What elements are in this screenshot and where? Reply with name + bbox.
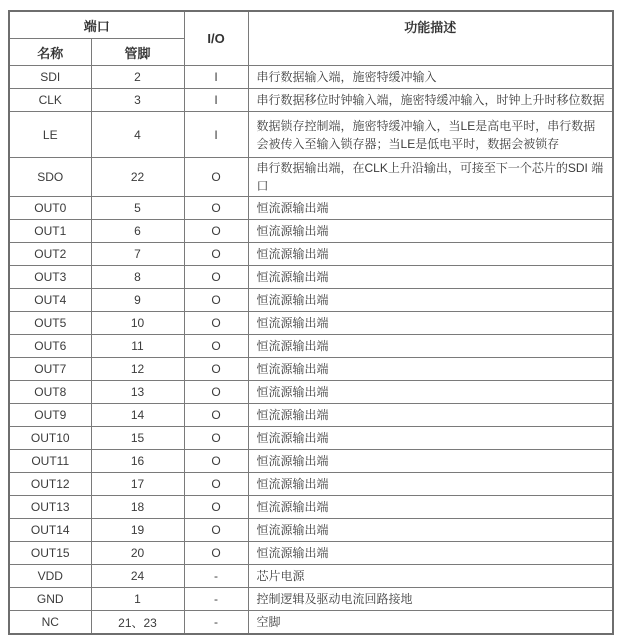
pin-description-table <box>8 10 614 635</box>
pin-name-cell: CLK <box>9 89 91 112</box>
description-cell: 控制逻辑及驱动电流回路接地 <box>248 588 613 611</box>
pin-name-cell: OUT5 <box>9 312 91 335</box>
table-row <box>9 588 613 611</box>
description-cell: 恒流源输出端 <box>248 197 613 220</box>
pin-name-cell: OUT0 <box>9 197 91 220</box>
pin-number-cell: 22 <box>91 158 184 197</box>
description-cell: 恒流源输出端 <box>248 220 613 243</box>
table-row <box>9 112 613 158</box>
table-header <box>9 11 613 66</box>
pin-name-cell: OUT13 <box>9 496 91 519</box>
pin-number-cell: 24 <box>91 565 184 588</box>
pin-number-cell: 19 <box>91 519 184 542</box>
io-cell: O <box>184 450 248 473</box>
table-row <box>9 289 613 312</box>
pin-name-cell: NC <box>9 611 91 635</box>
table-row <box>9 611 613 635</box>
pin-number-cell: 15 <box>91 427 184 450</box>
table-row <box>9 496 613 519</box>
io-cell: O <box>184 266 248 289</box>
table-row <box>9 473 613 496</box>
io-cell: O <box>184 404 248 427</box>
pin-number-cell: 18 <box>91 496 184 519</box>
table-row <box>9 519 613 542</box>
pin-number-cell: 4 <box>91 112 184 158</box>
pin-name-cell: LE <box>9 112 91 158</box>
description-cell: 数据锁存控制端，施密特缓冲输入，当LE是高电平时，串行数据会被传入至输入锁存器；当LE是低电平时，数据会被锁存 <box>248 112 613 158</box>
pin-number-cell: 17 <box>91 473 184 496</box>
io-cell: O <box>184 542 248 565</box>
table-row <box>9 158 613 197</box>
io-cell: O <box>184 220 248 243</box>
io-cell: O <box>184 158 248 197</box>
pin-name-cell: OUT6 <box>9 335 91 358</box>
description-cell: 芯片电源 <box>248 565 613 588</box>
description-cell: 恒流源输出端 <box>248 289 613 312</box>
header-pin: 管脚 <box>91 39 184 66</box>
table-row <box>9 312 613 335</box>
pin-number-cell: 20 <box>91 542 184 565</box>
io-cell: O <box>184 496 248 519</box>
pin-name-cell: SDI <box>9 66 91 89</box>
io-cell: O <box>184 381 248 404</box>
table-row <box>9 266 613 289</box>
table-row <box>9 450 613 473</box>
description-cell: 空脚 <box>248 611 613 635</box>
io-cell: O <box>184 427 248 450</box>
pin-number-cell: 13 <box>91 381 184 404</box>
table-row <box>9 565 613 588</box>
io-cell: O <box>184 519 248 542</box>
pin-name-cell: VDD <box>9 565 91 588</box>
table-row <box>9 358 613 381</box>
pin-number-cell: 21、23 <box>91 611 184 635</box>
table-row <box>9 381 613 404</box>
description-cell: 串行数据输入端，施密特缓冲输入 <box>248 66 613 89</box>
description-cell: 串行数据移位时钟输入端，施密特缓冲输入，时钟上升时移位数据 <box>248 89 613 112</box>
io-cell: O <box>184 243 248 266</box>
pin-number-cell: 6 <box>91 220 184 243</box>
pin-name-cell: OUT4 <box>9 289 91 312</box>
table-row <box>9 404 613 427</box>
pin-name-cell: SDO <box>9 158 91 197</box>
pin-name-cell: GND <box>9 588 91 611</box>
pin-number-cell: 7 <box>91 243 184 266</box>
description-cell: 恒流源输出端 <box>248 473 613 496</box>
pin-name-cell: OUT10 <box>9 427 91 450</box>
header-description: 功能描述 <box>248 11 613 66</box>
pin-number-cell: 1 <box>91 588 184 611</box>
io-cell: I <box>184 112 248 158</box>
description-cell: 恒流源输出端 <box>248 519 613 542</box>
description-cell: 恒流源输出端 <box>248 312 613 335</box>
pin-number-cell: 8 <box>91 266 184 289</box>
table-row <box>9 66 613 89</box>
header-name: 名称 <box>9 39 91 66</box>
io-cell: - <box>184 565 248 588</box>
pin-number-cell: 16 <box>91 450 184 473</box>
pin-name-cell: OUT15 <box>9 542 91 565</box>
description-cell: 恒流源输出端 <box>248 450 613 473</box>
io-cell: O <box>184 473 248 496</box>
pin-number-cell: 10 <box>91 312 184 335</box>
io-cell: I <box>184 89 248 112</box>
io-cell: O <box>184 358 248 381</box>
table-row <box>9 243 613 266</box>
header-row-1 <box>9 11 613 39</box>
pin-number-cell: 2 <box>91 66 184 89</box>
description-cell: 恒流源输出端 <box>248 427 613 450</box>
io-cell: O <box>184 289 248 312</box>
pin-name-cell: OUT1 <box>9 220 91 243</box>
description-cell: 恒流源输出端 <box>248 266 613 289</box>
pin-number-cell: 11 <box>91 335 184 358</box>
io-cell: O <box>184 335 248 358</box>
pin-number-cell: 3 <box>91 89 184 112</box>
description-cell: 恒流源输出端 <box>248 404 613 427</box>
pin-name-cell: OUT2 <box>9 243 91 266</box>
pin-name-cell: OUT14 <box>9 519 91 542</box>
table-row <box>9 335 613 358</box>
table-row <box>9 427 613 450</box>
description-cell: 恒流源输出端 <box>248 335 613 358</box>
header-io: I/O <box>184 11 248 66</box>
pin-number-cell: 9 <box>91 289 184 312</box>
pin-name-cell: OUT8 <box>9 381 91 404</box>
io-cell: O <box>184 197 248 220</box>
pin-name-cell: OUT11 <box>9 450 91 473</box>
description-cell: 恒流源输出端 <box>248 243 613 266</box>
table-row <box>9 220 613 243</box>
header-port-group: 端口 <box>9 11 184 39</box>
description-cell: 恒流源输出端 <box>248 358 613 381</box>
pin-number-cell: 12 <box>91 358 184 381</box>
description-cell: 串行数据输出端，在CLK上升沿输出，可接至下一个芯片的SDI 端口 <box>248 158 613 197</box>
description-cell: 恒流源输出端 <box>248 381 613 404</box>
io-cell: - <box>184 611 248 635</box>
pin-number-cell: 14 <box>91 404 184 427</box>
pin-number-cell: 5 <box>91 197 184 220</box>
pin-name-cell: OUT7 <box>9 358 91 381</box>
description-cell: 恒流源输出端 <box>248 542 613 565</box>
table-body <box>9 66 613 635</box>
table-row <box>9 542 613 565</box>
io-cell: O <box>184 312 248 335</box>
pin-name-cell: OUT9 <box>9 404 91 427</box>
table-row <box>9 197 613 220</box>
table-row <box>9 89 613 112</box>
description-cell: 恒流源输出端 <box>248 496 613 519</box>
pin-name-cell: OUT12 <box>9 473 91 496</box>
pin-name-cell: OUT3 <box>9 266 91 289</box>
io-cell: I <box>184 66 248 89</box>
io-cell: - <box>184 588 248 611</box>
